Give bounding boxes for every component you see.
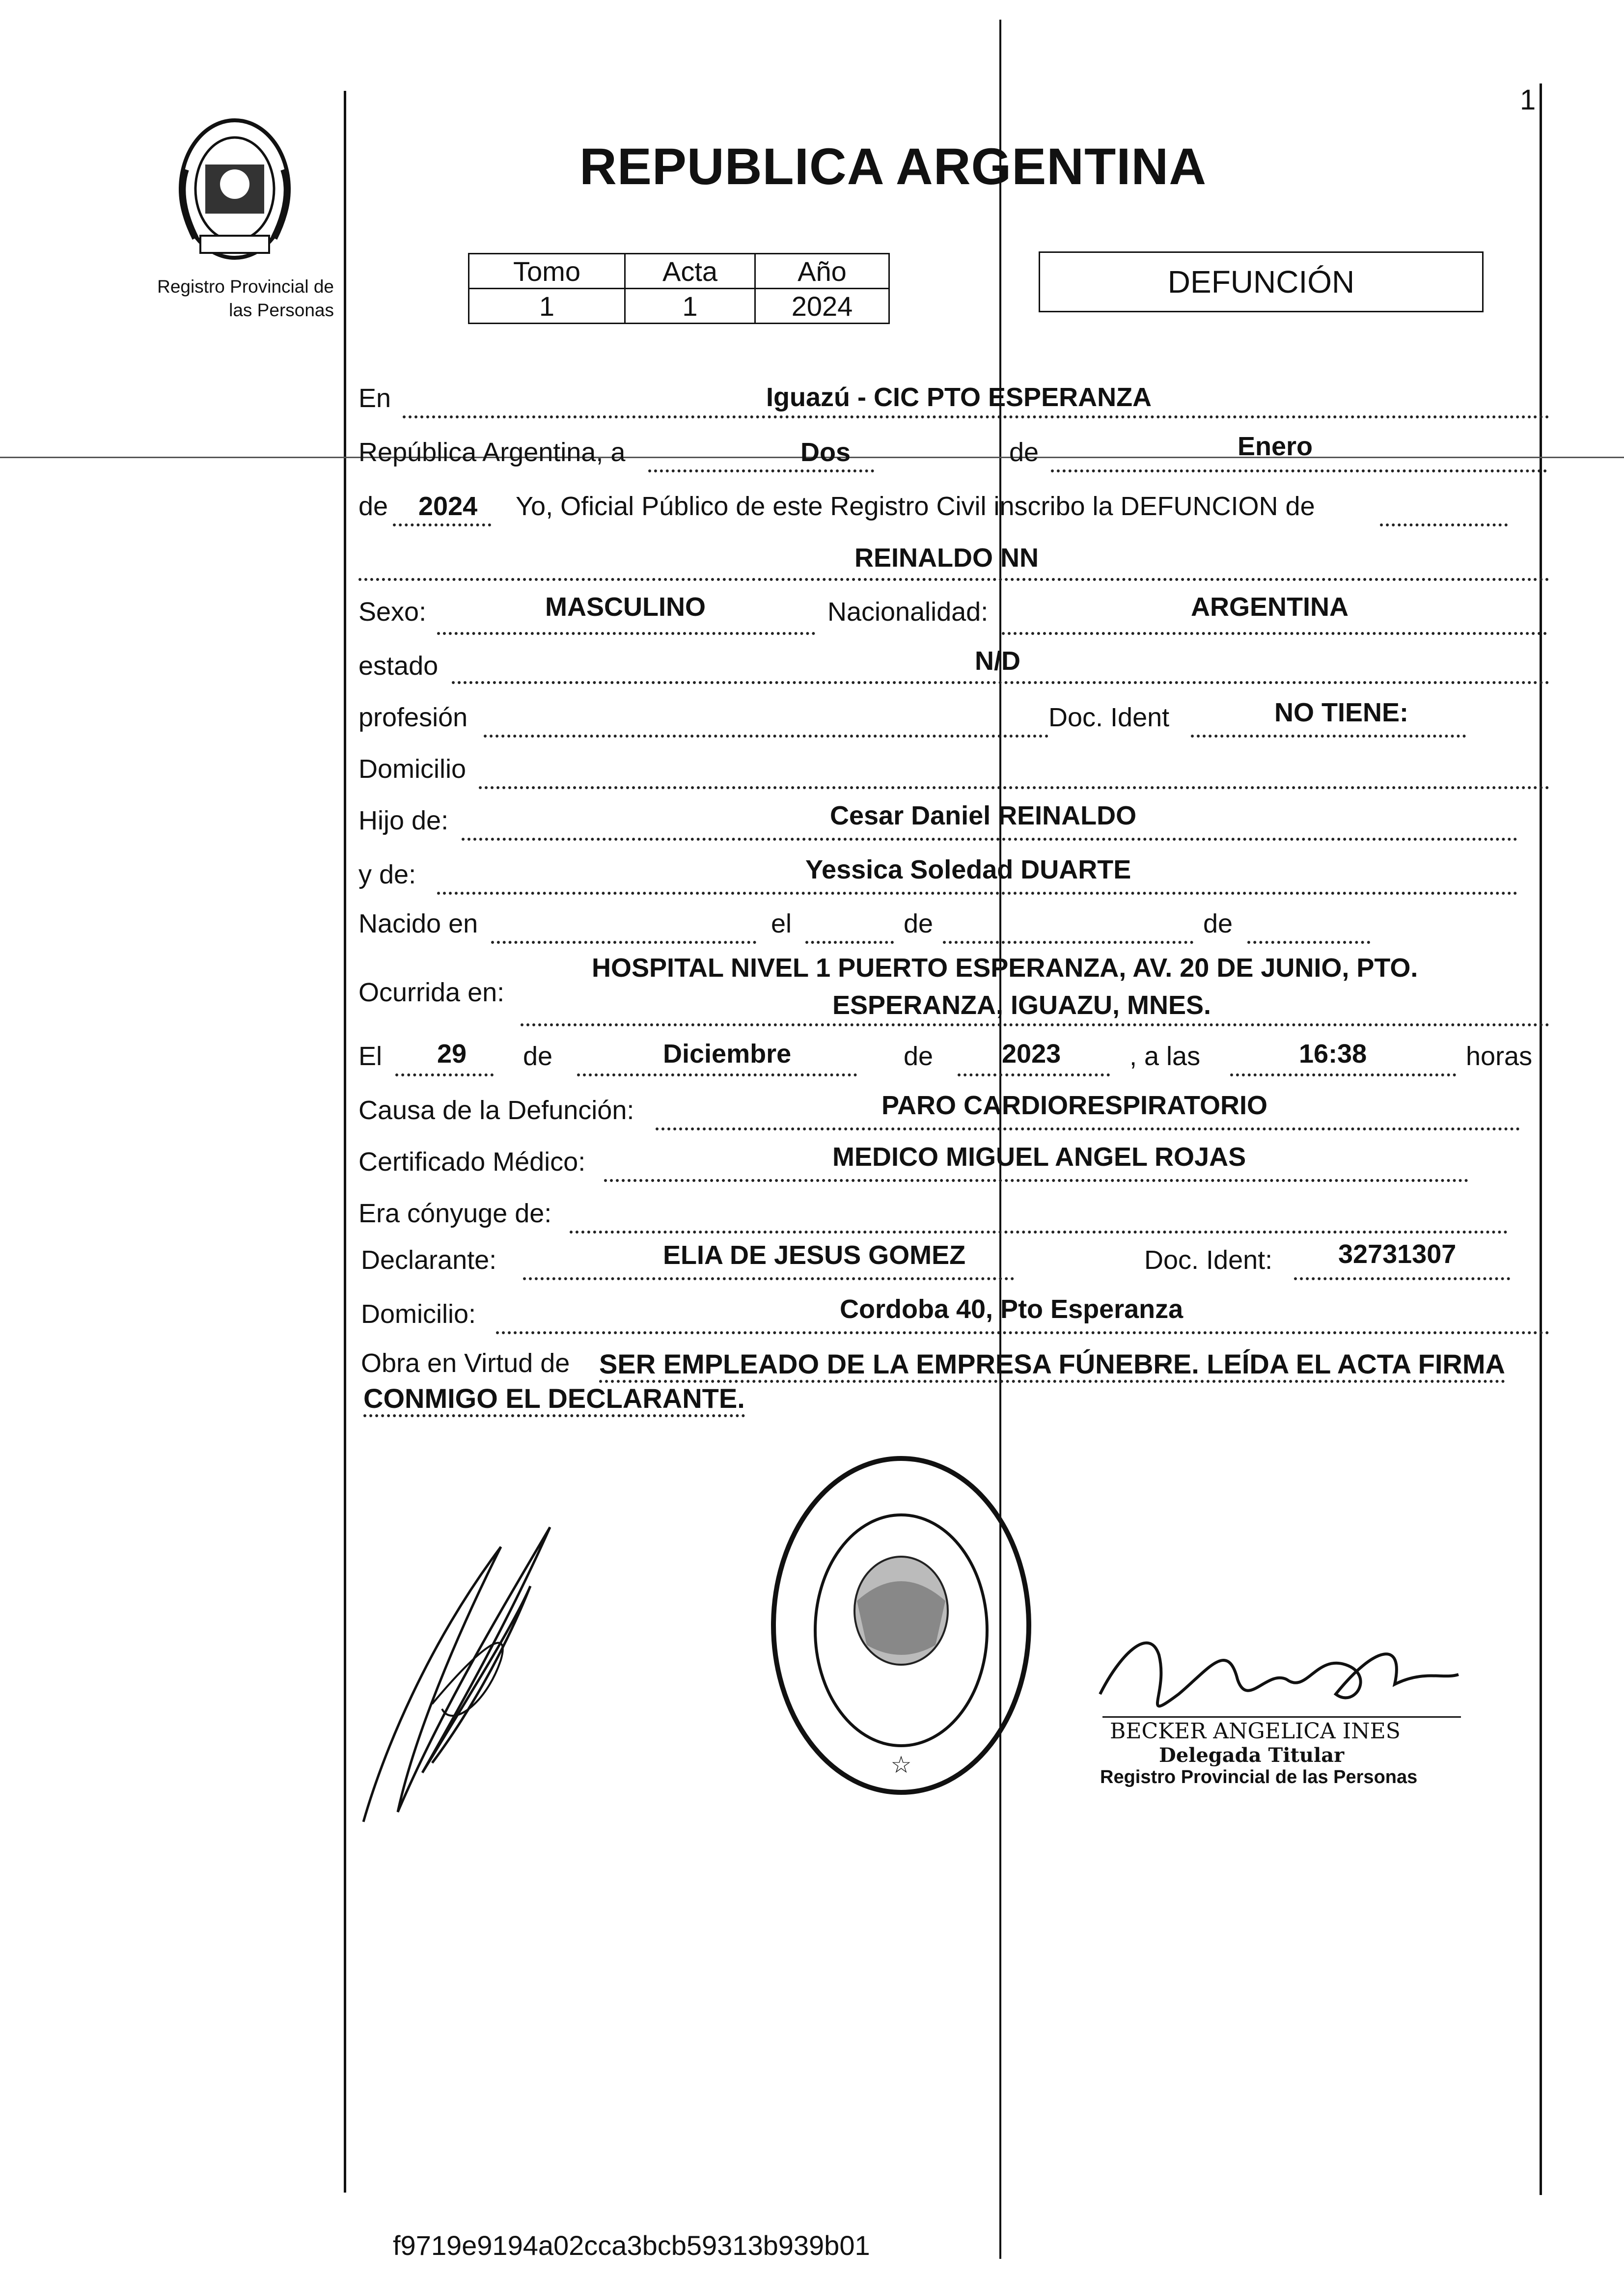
doc-value: NO TIENE:	[1274, 698, 1409, 727]
y-de-label: y de:	[358, 860, 416, 889]
en-label: En	[358, 384, 391, 413]
intro-text: Yo, Oficial Público de este Registro Civil inscribo la DEFUNCION de	[516, 492, 1315, 521]
occurred-dotline	[521, 1023, 1549, 1026]
nationality-value: ARGENTINA	[1191, 592, 1349, 622]
declarante-dotline	[523, 1277, 1014, 1280]
sex-label: Sexo:	[358, 597, 427, 627]
right-margin-line	[1540, 83, 1542, 2195]
official-name: BECKER ANGELICA INES	[1110, 1719, 1401, 1744]
death-month: Diciembre	[663, 1039, 792, 1069]
birth-el-label: el	[771, 909, 792, 938]
day-dotline	[648, 469, 874, 472]
birth-de-label-2: de	[1203, 909, 1233, 938]
decl-doc-value: 32731307	[1338, 1239, 1457, 1269]
fold-line	[999, 20, 1001, 2259]
causa-value: PARO CARDIORESPIRATORIO	[881, 1091, 1268, 1120]
deathtime-dotline	[1230, 1073, 1456, 1076]
place-dotline	[403, 415, 1549, 418]
death-time: 16:38	[1299, 1039, 1367, 1069]
de-label-1: de	[1009, 438, 1039, 467]
birthday-dotline	[805, 941, 894, 944]
horas-label: horas	[1466, 1042, 1533, 1071]
death-day: 29	[437, 1039, 467, 1069]
day-value: Dos	[800, 438, 851, 467]
estado-value: N/D	[975, 646, 1020, 676]
doc-label: Doc. Ident	[1048, 703, 1170, 732]
obra-label: Obra en Virtud de	[361, 1348, 570, 1378]
record-type-box: DEFUNCIÓN	[1039, 251, 1484, 312]
deathyear-dotline	[958, 1073, 1110, 1076]
signature-line	[1102, 1716, 1461, 1718]
doc-dotline	[1191, 735, 1466, 738]
mother-dotline	[437, 892, 1517, 895]
official-role: Delegada Titular	[1159, 1744, 1345, 1767]
official-office: Registro Provincial de las Personas	[1100, 1767, 1418, 1787]
nationality-dotline	[1002, 632, 1547, 635]
obra-line-1: SER EMPLEADO DE LA EMPRESA FÚNEBRE. LEÍDA EL ACTA FIRMA	[599, 1348, 1505, 1383]
de-label-2: de	[358, 492, 388, 521]
causa-label: Causa de la Defunción:	[358, 1096, 634, 1125]
sex-value: MASCULINO	[545, 592, 706, 622]
declarante-label: Declarante:	[361, 1245, 497, 1275]
deathday-dotline	[395, 1073, 494, 1076]
decl-dom-value: Cordoba 40, Pto Esperanza	[840, 1294, 1184, 1324]
acta-value: 1	[625, 289, 755, 324]
death-de-label-2: de	[904, 1042, 934, 1071]
a-las-label: , a las	[1129, 1042, 1201, 1071]
death-de-label-1: de	[523, 1042, 553, 1071]
estado-dotline	[452, 681, 1549, 684]
declarant-signature	[354, 1498, 579, 1832]
decl-dom-dotline	[496, 1331, 1549, 1334]
tomo-value: 1	[469, 289, 625, 324]
conyuge-label: Era cónyuge de:	[358, 1199, 552, 1228]
mother-value: Yessica Soledad DUARTE	[805, 855, 1131, 884]
cert-label: Certificado Médico:	[358, 1147, 586, 1177]
birth-de-label-1: de	[904, 909, 934, 938]
obra-line-2: CONMIGO EL DECLARANTE.	[363, 1382, 745, 1417]
death-year: 2023	[1002, 1039, 1061, 1069]
profesion-dotline	[484, 735, 1048, 738]
year-dotline	[393, 523, 491, 526]
registry-stamp	[764, 1449, 1039, 1802]
father-value: Cesar Daniel REINALDO	[830, 801, 1137, 830]
year-value: 2024	[418, 492, 478, 521]
decl-doc-dotline	[1294, 1277, 1510, 1280]
anio-header: Año	[755, 254, 889, 289]
occurred-line-2: ESPERANZA, IGUAZU, MNES.	[832, 990, 1211, 1020]
estado-label: estado	[358, 651, 439, 681]
cert-value: MEDICO MIGUEL ANGEL ROJAS	[832, 1142, 1246, 1172]
intro-dotline	[1380, 523, 1508, 526]
page-number: 1	[1520, 84, 1536, 116]
causa-dotline	[656, 1127, 1520, 1130]
hijo-label: Hijo de:	[358, 806, 449, 835]
nationality-label: Nacionalidad:	[827, 597, 989, 627]
deceased-name: REINALDO NN	[854, 543, 1039, 573]
occurred-line-1: HOSPITAL NIVEL 1 PUERTO ESPERANZA, AV. 20 DE JUNIO, PTO.	[592, 953, 1418, 983]
sex-dotline	[437, 632, 815, 635]
deathmonth-dotline	[577, 1073, 857, 1076]
month-value: Enero	[1238, 432, 1313, 461]
birthyear-dotline	[1247, 941, 1370, 944]
domicilio-label: Domicilio	[358, 754, 467, 784]
decl-doc-label: Doc. Ident:	[1144, 1245, 1273, 1275]
page-title: REPUBLICA ARGENTINA	[579, 138, 1207, 195]
ocurrida-label: Ocurrida en:	[358, 978, 505, 1007]
nacido-label: Nacido en	[358, 909, 478, 938]
birthmonth-dotline	[943, 941, 1193, 944]
cert-dotline	[604, 1179, 1468, 1182]
conyuge-dotline	[570, 1231, 1508, 1234]
republic-label: República Argentina, a	[358, 438, 626, 467]
left-margin-line	[344, 91, 346, 2193]
document-hash: f9719e9194a02cca3bcb59313b939b01	[393, 2230, 870, 2261]
signature-block	[1100, 1719, 1473, 1788]
tomo-header: Tomo	[469, 254, 625, 289]
father-dotline	[462, 838, 1517, 841]
profesion-label: profesión	[358, 703, 468, 732]
registry-table	[468, 253, 890, 324]
el-label: El	[358, 1042, 383, 1071]
place-value: Iguazú - CIC PTO ESPERANZA	[766, 383, 1152, 412]
logo-caption	[128, 275, 334, 322]
declarante-value: ELIA DE JESUS GOMEZ	[663, 1240, 966, 1270]
birthplace-dotline	[491, 941, 756, 944]
deceased-dotline	[358, 578, 1549, 581]
domicilio-dotline	[479, 786, 1549, 789]
caption-line-1: Registro Provincial de	[157, 276, 334, 297]
svg-text:☆: ☆	[890, 1751, 912, 1779]
decl-dom-label: Domicilio:	[361, 1299, 476, 1329]
month-dotline	[1051, 469, 1547, 472]
caption-line-2: las Personas	[229, 300, 334, 320]
acta-header: Acta	[625, 254, 755, 289]
anio-value: 2024	[755, 289, 889, 324]
province-logo	[156, 110, 313, 268]
